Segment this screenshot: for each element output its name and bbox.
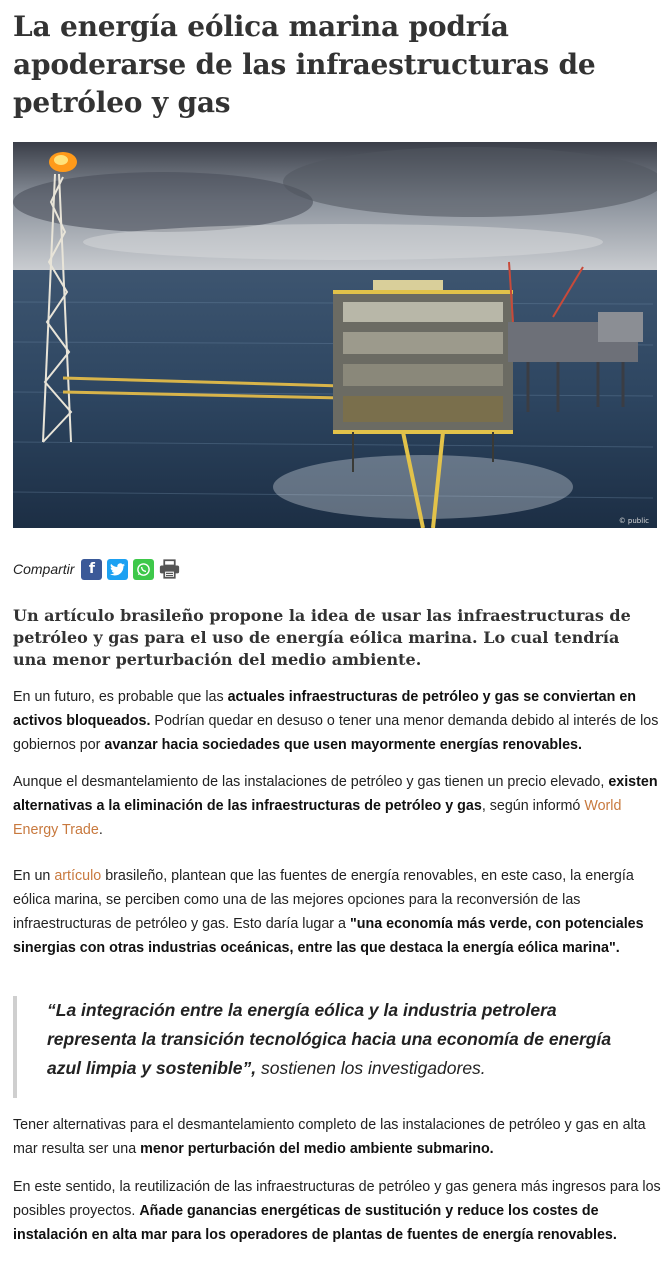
- paragraph-1: [13, 685, 661, 757]
- article-title: La energía eólica marina podría apoderarse de las infraestructuras de petróleo y gas: [13, 10, 596, 119]
- paragraph-text: En un: [13, 868, 55, 884]
- whatsapp-icon[interactable]: [133, 559, 154, 580]
- image-credit: © public: [618, 517, 649, 525]
- hero-image-oil-platform: [13, 142, 657, 528]
- paragraph-bold: existen alternativas a la eliminación de las infraestructuras de petróleo y gas: [13, 774, 658, 814]
- print-icon[interactable]: [159, 559, 180, 580]
- paragraph-4: [13, 1113, 661, 1161]
- twitter-icon[interactable]: [107, 559, 128, 580]
- facebook-icon[interactable]: f: [81, 559, 102, 580]
- paragraph-text: , según informó: [481, 798, 585, 814]
- blockquote: [13, 996, 645, 1098]
- quote-attribution: sostienen los investigadores.: [256, 1058, 486, 1078]
- paragraph-text: brasileño, plantean que las fuentes de energía renovables, en este caso, la energía eólica marina, se perciben como una de las mejores opciones para la reconversión de las infraestructuras de petróleo y gas. Esto daría lugar a: [13, 868, 634, 932]
- paragraph-bold: avanzar hacia sociedades que usen mayormente energías renovables.: [104, 737, 582, 753]
- paragraph-2: [13, 770, 661, 842]
- paragraph-text: En este sentido, la reutilización de las infraestructuras de petróleo y gas genera más ingresos para los posibles proyectos.: [13, 1179, 661, 1219]
- article-lead: Un artículo brasileño propone la idea de usar las infraestructuras de petróleo y gas para el uso de energía eólica marina. Lo cual tendría una menor perturbación del medio ambiente.: [13, 606, 631, 669]
- world-energy-trade-link[interactable]: World Energy Trade: [13, 798, 622, 838]
- paragraph-text: .: [98, 822, 103, 838]
- paragraph-text: Aunque el desmantelamiento de las instalaciones de petróleo y gas tienen un precio elevado,: [13, 774, 609, 790]
- oil-platform-illustration: [13, 142, 657, 528]
- paragraph-text: En un futuro, es probable que las: [13, 689, 228, 705]
- paragraph-bold: "una economía más verde, con potenciales sinergias con otras industrias oceánicas, entre las que destaca la energía eólica marina".: [13, 916, 644, 956]
- paragraph-bold: Añade ganancias energéticas de sustitución y reduce los costes de instalación en alta mar para los operadores de plantas de fuentes de energía renovables.: [13, 1203, 617, 1243]
- quote-text: [47, 996, 627, 1083]
- paragraph-bold: actuales infraestructuras de petróleo y gas se conviertan en activos bloqueados.: [13, 689, 637, 729]
- share-bar: [13, 556, 180, 582]
- paragraph-bold: menor perturbación del medio ambiente submarino.: [140, 1141, 494, 1157]
- share-label: Compartir: [13, 561, 75, 577]
- paragraph-5: [13, 1175, 661, 1247]
- articulo-link[interactable]: artículo: [54, 868, 102, 884]
- paragraph-text: Podrían quedar en desuso o tener una menor demanda debido al interés de los gobiernos por: [13, 713, 659, 753]
- paragraph-3: [13, 864, 661, 960]
- quote-bold: “La integración entre la energía eólica y la industria petrolera representa la transición tecnológica hacia una economía de energía azul limpia y sostenible”,: [47, 1000, 612, 1078]
- paragraph-text: Tener alternativas para el desmantelamiento completo de las instalaciones de petróleo y gas en alta mar resulta ser una: [13, 1117, 646, 1157]
